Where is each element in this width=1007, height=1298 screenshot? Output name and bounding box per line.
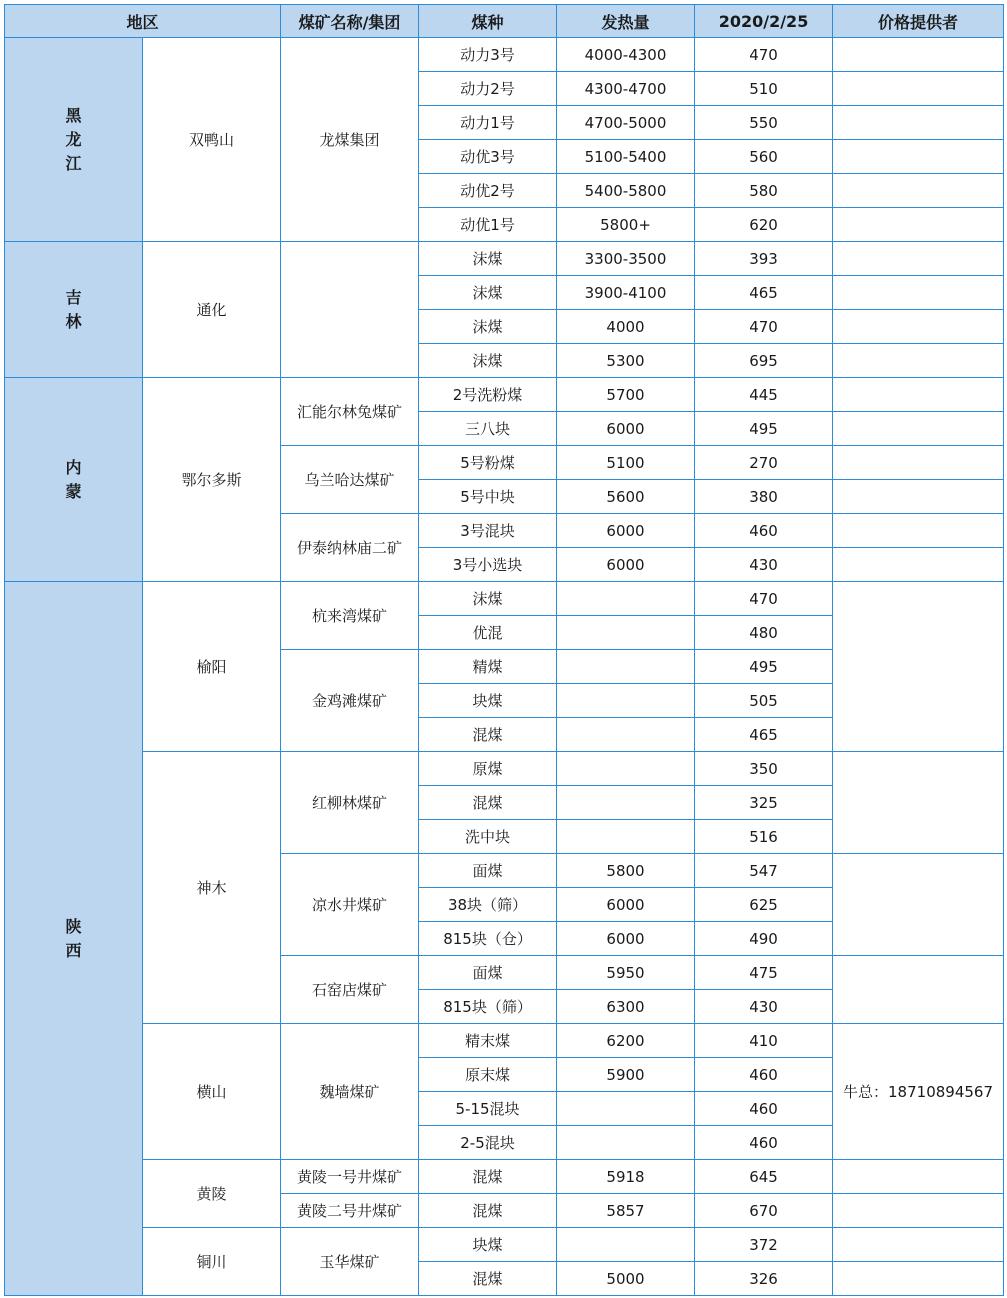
price-cell: 430 xyxy=(695,548,833,582)
provider-cell-empty xyxy=(833,1228,1004,1262)
provider-cell-empty xyxy=(833,480,1004,514)
heat-value-cell: 5000 xyxy=(557,1262,695,1296)
coal-type-cell: 动力2号 xyxy=(419,72,557,106)
province-cell xyxy=(5,378,143,582)
header-row xyxy=(5,5,1004,38)
heat-value-cell: 5400-5800 xyxy=(557,174,695,208)
provider-cell-empty xyxy=(833,106,1004,140)
mine-cell-empty xyxy=(281,242,419,378)
price-cell: 620 xyxy=(695,208,833,242)
provider-cell-empty xyxy=(833,582,1004,752)
mine-cell: 魏墙煤矿 xyxy=(281,1024,419,1160)
mine-cell: 金鸡滩煤矿 xyxy=(281,650,419,752)
coal-price-table xyxy=(4,4,1004,1296)
heat-value-cell xyxy=(557,1092,695,1126)
heat-value-cell xyxy=(557,820,695,854)
coal-type-cell: 沫煤 xyxy=(419,582,557,616)
coal-type-cell: 沫煤 xyxy=(419,310,557,344)
heat-value-cell: 5800+ xyxy=(557,208,695,242)
provider-cell-empty xyxy=(833,1262,1004,1296)
price-cell: 516 xyxy=(695,820,833,854)
province-name: 内蒙 xyxy=(65,457,82,501)
coal-type-cell: 5号中块 xyxy=(419,480,557,514)
header-mine: 煤矿名称/集团 xyxy=(281,5,419,38)
coal-type-cell: 815块（筛） xyxy=(419,990,557,1024)
coal-type-cell: 混煤 xyxy=(419,718,557,752)
heat-value-cell: 3300-3500 xyxy=(557,242,695,276)
provider-cell-empty xyxy=(833,344,1004,378)
city-cell: 双鸭山 xyxy=(143,38,281,242)
provider-cell-empty xyxy=(833,378,1004,412)
table-row xyxy=(5,582,1004,616)
heat-value-cell: 4300-4700 xyxy=(557,72,695,106)
price-cell: 393 xyxy=(695,242,833,276)
header-coal-type: 煤种 xyxy=(419,5,557,38)
coal-type-cell: 2号洗粉煤 xyxy=(419,378,557,412)
provider-cell-empty xyxy=(833,514,1004,548)
coal-type-cell: 5号粉煤 xyxy=(419,446,557,480)
provider-cell-empty xyxy=(833,140,1004,174)
table-body xyxy=(5,38,1004,1296)
province-cell xyxy=(5,38,143,242)
price-cell: 465 xyxy=(695,718,833,752)
provider-cell: 牛总：18710894567 xyxy=(833,1024,1004,1160)
coal-type-cell: 动力1号 xyxy=(419,106,557,140)
price-cell: 470 xyxy=(695,310,833,344)
coal-type-cell: 精末煤 xyxy=(419,1024,557,1058)
provider-cell-empty xyxy=(833,310,1004,344)
table-row xyxy=(5,242,1004,276)
coal-type-cell: 5-15混块 xyxy=(419,1092,557,1126)
price-cell: 510 xyxy=(695,72,833,106)
price-cell: 670 xyxy=(695,1194,833,1228)
province-name: 吉林 xyxy=(65,287,82,331)
heat-value-cell: 6300 xyxy=(557,990,695,1024)
province-name: 黑龙江 xyxy=(65,105,82,173)
price-cell: 495 xyxy=(695,650,833,684)
heat-value-cell: 6000 xyxy=(557,548,695,582)
heat-value-cell: 6000 xyxy=(557,514,695,548)
city-cell: 铜川 xyxy=(143,1228,281,1296)
heat-value-cell: 5300 xyxy=(557,344,695,378)
price-cell: 350 xyxy=(695,752,833,786)
price-cell: 645 xyxy=(695,1160,833,1194)
price-cell: 380 xyxy=(695,480,833,514)
coal-type-cell: 混煤 xyxy=(419,786,557,820)
coal-type-cell: 815块（仓） xyxy=(419,922,557,956)
price-cell: 325 xyxy=(695,786,833,820)
heat-value-cell: 5800 xyxy=(557,854,695,888)
heat-value-cell: 5857 xyxy=(557,1194,695,1228)
heat-value-cell: 4700-5000 xyxy=(557,106,695,140)
heat-value-cell xyxy=(557,786,695,820)
price-cell: 580 xyxy=(695,174,833,208)
table-row xyxy=(5,752,1004,786)
city-cell: 榆阳 xyxy=(143,582,281,752)
mine-cell: 黄陵一号井煤矿 xyxy=(281,1160,419,1194)
coal-type-cell: 动力3号 xyxy=(419,38,557,72)
price-cell: 460 xyxy=(695,1092,833,1126)
coal-type-cell: 动优2号 xyxy=(419,174,557,208)
provider-cell-empty xyxy=(833,208,1004,242)
heat-value-cell xyxy=(557,718,695,752)
heat-value-cell xyxy=(557,650,695,684)
coal-type-cell: 3号混块 xyxy=(419,514,557,548)
heat-value-cell xyxy=(557,1126,695,1160)
heat-value-cell: 5100-5400 xyxy=(557,140,695,174)
coal-type-cell: 动优3号 xyxy=(419,140,557,174)
price-cell: 490 xyxy=(695,922,833,956)
coal-type-cell: 沫煤 xyxy=(419,242,557,276)
provider-cell-empty xyxy=(833,752,1004,854)
price-cell: 505 xyxy=(695,684,833,718)
heat-value-cell xyxy=(557,616,695,650)
price-cell: 547 xyxy=(695,854,833,888)
coal-type-cell: 块煤 xyxy=(419,1228,557,1262)
heat-value-cell: 3900-4100 xyxy=(557,276,695,310)
coal-type-cell: 沫煤 xyxy=(419,276,557,310)
coal-type-cell: 面煤 xyxy=(419,854,557,888)
provider-cell-empty xyxy=(833,1160,1004,1194)
price-cell: 470 xyxy=(695,38,833,72)
price-cell: 445 xyxy=(695,378,833,412)
price-cell: 460 xyxy=(695,1058,833,1092)
mine-cell: 石窑店煤矿 xyxy=(281,956,419,1024)
coal-type-cell: 动优1号 xyxy=(419,208,557,242)
heat-value-cell xyxy=(557,684,695,718)
mine-cell: 汇能尔林兔煤矿 xyxy=(281,378,419,446)
coal-type-cell: 优混 xyxy=(419,616,557,650)
coal-type-cell: 混煤 xyxy=(419,1194,557,1228)
coal-type-cell: 洗中块 xyxy=(419,820,557,854)
coal-type-cell: 面煤 xyxy=(419,956,557,990)
city-cell: 横山 xyxy=(143,1024,281,1160)
heat-value-cell: 6000 xyxy=(557,412,695,446)
provider-cell-empty xyxy=(833,1194,1004,1228)
mine-cell: 黄陵二号井煤矿 xyxy=(281,1194,419,1228)
heat-value-cell xyxy=(557,752,695,786)
price-cell: 465 xyxy=(695,276,833,310)
city-cell: 鄂尔多斯 xyxy=(143,378,281,582)
mine-cell: 杭来湾煤矿 xyxy=(281,582,419,650)
mine-cell: 红柳林煤矿 xyxy=(281,752,419,854)
heat-value-cell: 6000 xyxy=(557,922,695,956)
mine-cell: 凉水井煤矿 xyxy=(281,854,419,956)
provider-cell-empty xyxy=(833,174,1004,208)
coal-type-cell: 38块（筛） xyxy=(419,888,557,922)
provider-cell-empty xyxy=(833,276,1004,310)
price-cell: 470 xyxy=(695,582,833,616)
coal-type-cell: 块煤 xyxy=(419,684,557,718)
heat-value-cell: 5700 xyxy=(557,378,695,412)
heat-value-cell: 6200 xyxy=(557,1024,695,1058)
table-row xyxy=(5,38,1004,72)
coal-type-cell: 混煤 xyxy=(419,1160,557,1194)
heat-value-cell: 4000 xyxy=(557,310,695,344)
provider-cell-empty xyxy=(833,242,1004,276)
province-name: 陕西 xyxy=(65,916,82,960)
city-cell: 神木 xyxy=(143,752,281,1024)
provider-cell-empty xyxy=(833,548,1004,582)
table-row xyxy=(5,1024,1004,1058)
table-row xyxy=(5,1160,1004,1194)
header-region: 地区 xyxy=(5,5,281,38)
heat-value-cell: 4000-4300 xyxy=(557,38,695,72)
heat-value-cell: 5100 xyxy=(557,446,695,480)
provider-cell-empty xyxy=(833,956,1004,1024)
city-cell: 通化 xyxy=(143,242,281,378)
heat-value-cell: 5600 xyxy=(557,480,695,514)
price-cell: 560 xyxy=(695,140,833,174)
heat-value-cell: 6000 xyxy=(557,888,695,922)
coal-type-cell: 精煤 xyxy=(419,650,557,684)
table-row xyxy=(5,1228,1004,1262)
coal-type-cell: 2-5混块 xyxy=(419,1126,557,1160)
price-cell: 625 xyxy=(695,888,833,922)
heat-value-cell: 5900 xyxy=(557,1058,695,1092)
mine-cell: 乌兰哈达煤矿 xyxy=(281,446,419,514)
coal-type-cell: 原煤 xyxy=(419,752,557,786)
mine-cell: 伊泰纳林庙二矿 xyxy=(281,514,419,582)
province-cell xyxy=(5,242,143,378)
city-cell: 黄陵 xyxy=(143,1160,281,1228)
provider-cell-empty xyxy=(833,72,1004,106)
provider-cell-empty xyxy=(833,446,1004,480)
heat-value-cell: 5950 xyxy=(557,956,695,990)
heat-value-cell xyxy=(557,582,695,616)
price-cell: 460 xyxy=(695,514,833,548)
provider-cell-empty xyxy=(833,38,1004,72)
price-cell: 495 xyxy=(695,412,833,446)
coal-type-cell: 混煤 xyxy=(419,1262,557,1296)
province-cell xyxy=(5,582,143,1296)
price-cell: 430 xyxy=(695,990,833,1024)
coal-type-cell: 原末煤 xyxy=(419,1058,557,1092)
header-date: 2020/2/25 xyxy=(695,5,833,38)
price-cell: 550 xyxy=(695,106,833,140)
mine-cell: 龙煤集团 xyxy=(281,38,419,242)
price-cell: 270 xyxy=(695,446,833,480)
table-row xyxy=(5,378,1004,412)
price-cell: 480 xyxy=(695,616,833,650)
coal-type-cell: 沫煤 xyxy=(419,344,557,378)
coal-type-cell: 三八块 xyxy=(419,412,557,446)
provider-cell-empty xyxy=(833,854,1004,956)
heat-value-cell: 5918 xyxy=(557,1160,695,1194)
price-cell: 460 xyxy=(695,1126,833,1160)
header-heat-value: 发热量 xyxy=(557,5,695,38)
mine-cell: 玉华煤矿 xyxy=(281,1228,419,1296)
price-cell: 475 xyxy=(695,956,833,990)
coal-type-cell: 3号小选块 xyxy=(419,548,557,582)
price-cell: 326 xyxy=(695,1262,833,1296)
header-provider: 价格提供者 xyxy=(833,5,1004,38)
heat-value-cell xyxy=(557,1228,695,1262)
price-cell: 695 xyxy=(695,344,833,378)
price-cell: 372 xyxy=(695,1228,833,1262)
provider-cell-empty xyxy=(833,412,1004,446)
price-cell: 410 xyxy=(695,1024,833,1058)
